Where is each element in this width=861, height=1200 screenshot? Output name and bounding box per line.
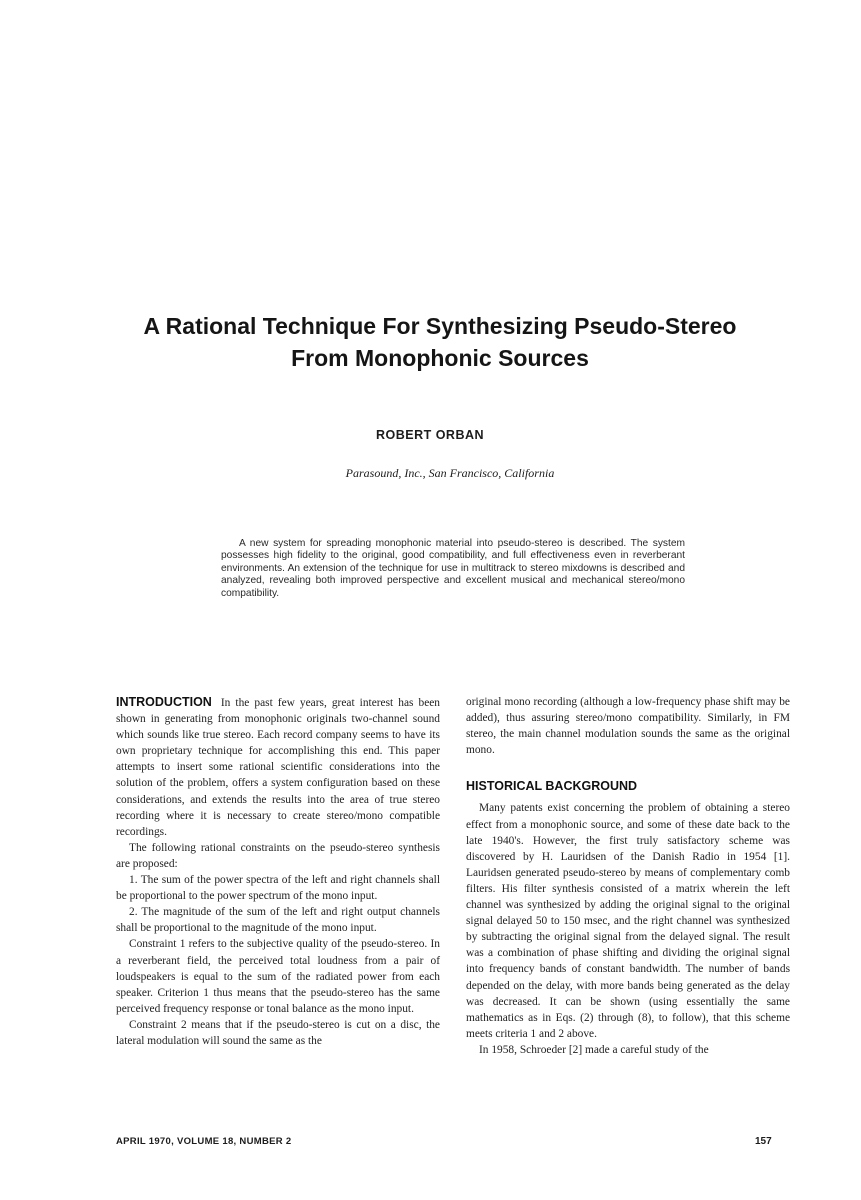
intro-paragraph xyxy=(116,694,440,840)
paragraph-constraint-1-discussion: Constraint 1 refers to the subjective quality of the pseudo-stereo. In a reverberant field, the perceived total loudness from a pair of loudspeakers is equal to the sum of the radiated power from each speaker. Criterion 1 thus means that the pseudo-stereo has the same perceived frequency response or tonal balance as the mono input. xyxy=(116,938,440,1015)
author-name: ROBERT ORBAN xyxy=(375,428,485,442)
section-heading-historical: HISTORICAL BACKGROUND xyxy=(466,779,638,794)
paragraph-constraints-intro: The following rational constraints on the pseudo-stereo synthesis are proposed: xyxy=(116,841,440,870)
author-affiliation: Parasound, Inc., San Francisco, California xyxy=(345,466,555,480)
abstract-text: A new system for spreading monophonic material into pseudo-stereo is described. The system possesses high fidelity to the original, good compatibility, and full effectiveness even in reverberant environments. An extension of the technique for use in multitrack to stereo mixdowns is described and analyzed, revealing both improved perspective and excellent musical and mechanical stereo/mono compatibility. xyxy=(221,538,685,599)
title-line-2: From Monophonic Sources xyxy=(291,345,589,371)
abstract xyxy=(221,538,685,600)
paragraph-constraint-1: 1. The sum of the power spectra of the left and right channels shall be proportional to the power spectrum of the mono input. xyxy=(116,874,440,903)
intro-text: In the past few years, great interest has been shown in generating from monophonic originals two-channel sound which sounds like true stereo. Each record company seems to have its own proprietary technique for accomplishing this end. This paper attempts to insert some rational scientific considerations into the solution of the problem, offers a system configuration based on these considerations, and extends the results into the area of true stereo recording where it is necessary to create stereo/mono compatible recordings. xyxy=(116,697,440,838)
right-column xyxy=(466,694,790,1058)
page-number: 157 xyxy=(755,1136,772,1147)
paragraph-constraint-2: 2. The magnitude of the sum of the left and right output channels shall be proportional to the magnitude of the mono input. xyxy=(116,906,440,935)
paper-title xyxy=(100,310,780,374)
paragraph-constraint-2-discussion: Constraint 2 means that if the pseudo-stereo is cut on a disc, the lateral modulation will sound the same as the xyxy=(116,1018,440,1047)
journal-footer: APRIL 1970, VOLUME 18, NUMBER 2 xyxy=(116,1136,292,1147)
intro-heading: INTRODUCTION xyxy=(116,695,212,709)
paragraph-continuation: original mono recording (although a low-frequency phase shift may be added), thus assuring stereo/mono compatibility. Similarly, in FM stereo, the main channel modulation sounds the same as the original mono. xyxy=(466,696,790,757)
paragraph-historical-2: In 1958, Schroeder [2] made a careful study of the xyxy=(479,1043,709,1056)
left-column xyxy=(116,694,440,1049)
title-line-1: A Rational Technique For Synthesizing Pseudo-Stereo xyxy=(143,313,737,339)
paragraph-historical-1: Many patents exist concerning the problem of obtaining a stereo effect from a monophonic source, and some of these date back to the late 1940's. However, the first truly satisfactory scheme was discovered by H. Lauridsen of the Danish Radio in 1954 [1]. Lauridsen generated pseudo-stereo by means of complementary comb filters. His filter synthesis consisted of a matrix wherein the left channel was synthesized by adding the original signal to the original signal delayed 50 to 150 msec, and the right channel was synthesized by subtracting the original signal from the delayed signal. The result was a combination of phase shifting and dividing the original signal into frequency bands of constant bandwidth. The number of bands depended on the delay, with more bands being generated as the delay was decreased. It can be shown (using essentially the same mathematics as in Eqs. (2) through (8), to follow), that this scheme meets criteria 1 and 2 above. xyxy=(466,802,790,1040)
